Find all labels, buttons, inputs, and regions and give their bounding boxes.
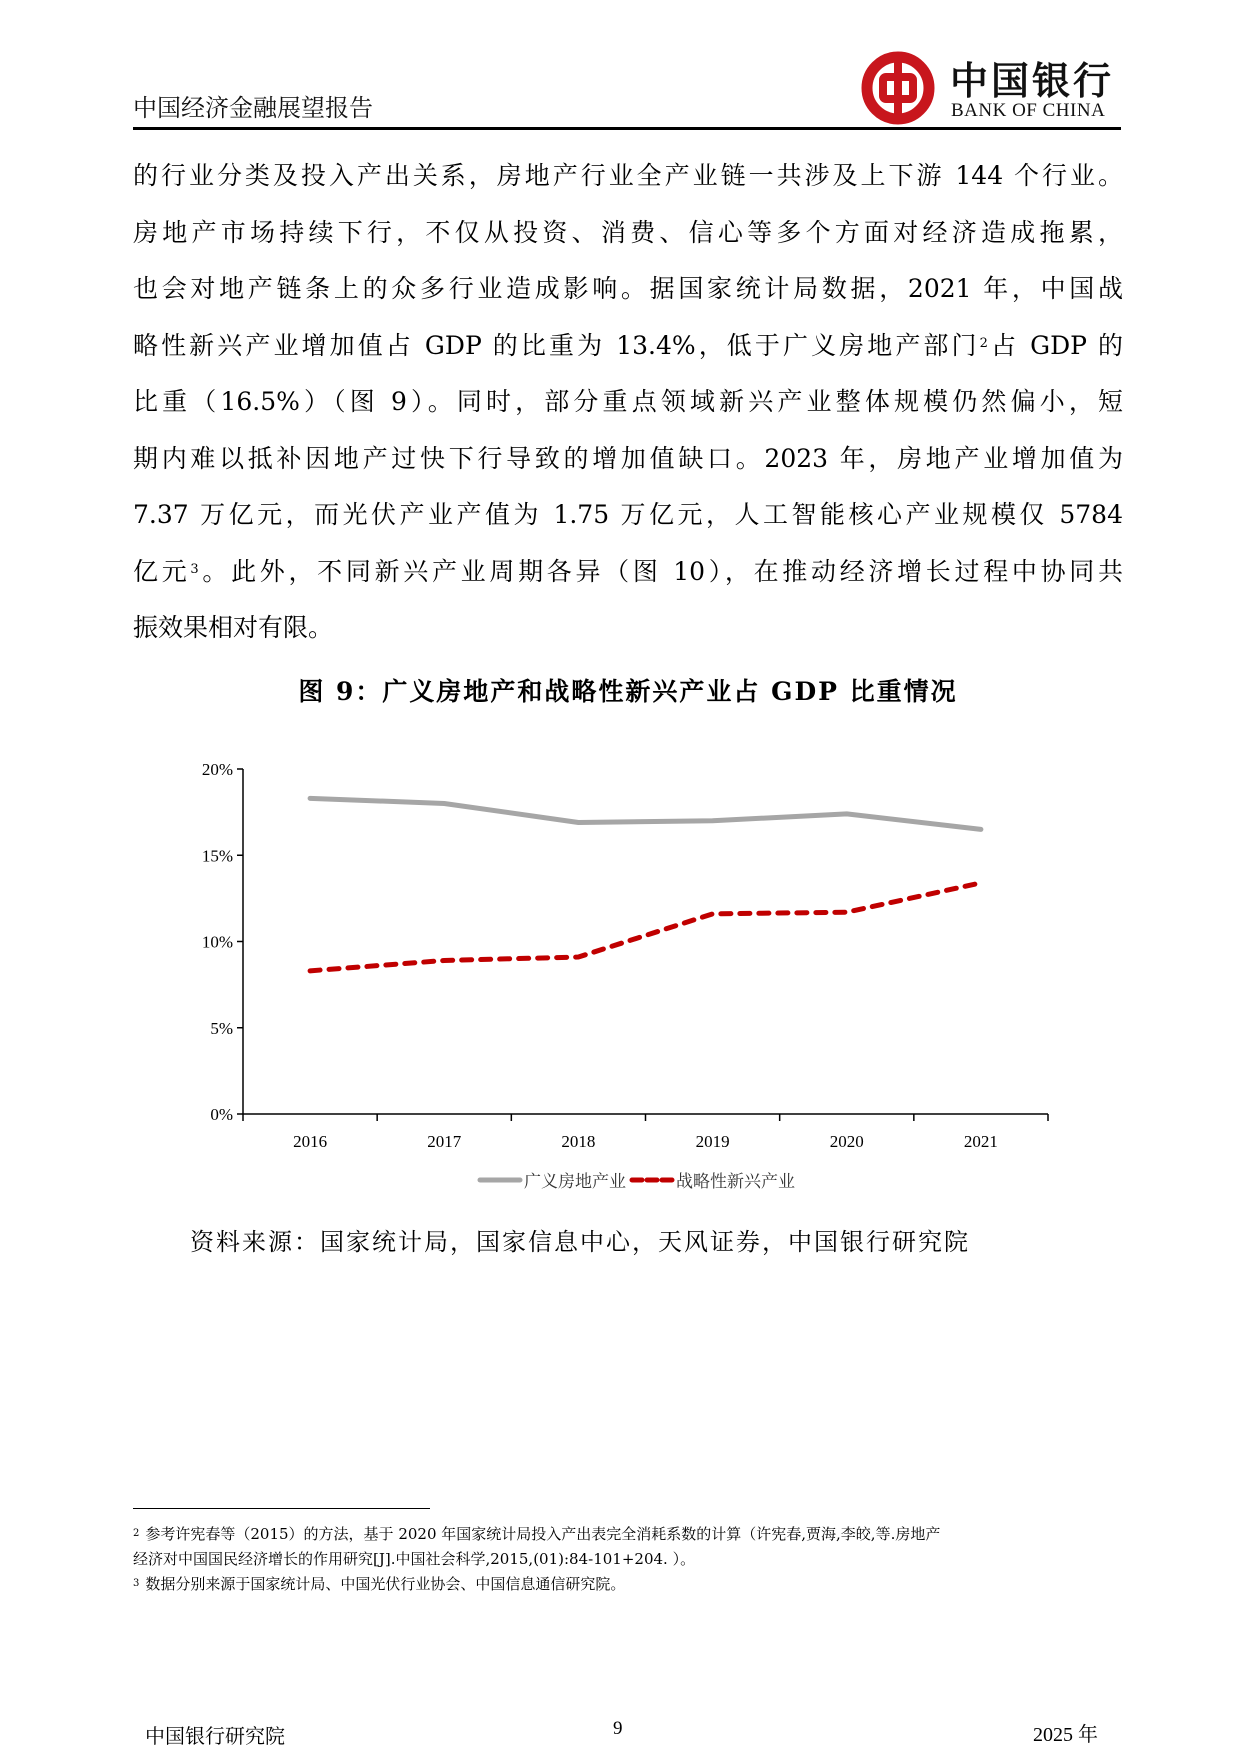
x-tick-label: 2019 xyxy=(695,1132,730,1151)
x-tick-label: 2017 xyxy=(427,1132,462,1151)
report-title: 中国经济金融展望报告 xyxy=(133,94,373,122)
body-line: 也会对地产链条上的众多行业造成影响。据国家统计局数据，2021 年，中国战 xyxy=(133,274,1123,303)
body-line-text: 占 GDP 的 xyxy=(987,330,1123,360)
body-line: 7.37 万亿元，而光伏产业产值为 1.75 万亿元，人工智能核心产业规模仅 5784 xyxy=(133,500,1123,529)
footnote-2-line-1 xyxy=(133,1522,1123,1547)
line-chart xyxy=(180,740,1080,1200)
legend-label: 广义房地产业 xyxy=(524,1172,626,1192)
body-line-text: 亿元 xyxy=(133,556,191,586)
footnote-text: 数据分别来源于国家统计局、中国光伏行业协会、中国信息通信研究院。 xyxy=(145,1575,626,1593)
body-line xyxy=(133,318,1123,375)
page-number: 9 xyxy=(613,1718,623,1739)
x-tick-label: 2018 xyxy=(561,1132,596,1151)
footnote-divider xyxy=(133,1508,430,1509)
legend-label: 战略性新兴产业 xyxy=(676,1172,795,1192)
x-tick-label: 2020 xyxy=(829,1132,864,1151)
footnote-text: 参考许宪春等（2015）的方法，基于 2020 年国家统计局投入产出表完全消耗系数的计算（许宪春,贾海,李皎,等.房地产 xyxy=(145,1525,941,1543)
body-line: 比重（16.5%）（图 9）。同时，部分重点领域新兴产业整体规模仍然偏小，短 xyxy=(133,387,1123,416)
series-line xyxy=(310,798,981,829)
x-tick-label: 2021 xyxy=(963,1132,998,1151)
y-tick-label: 15% xyxy=(201,846,233,866)
y-tick-label: 20% xyxy=(201,760,233,779)
body-line: 房地产市场持续下行，不仅从投资、消费、信心等多个方面对经济造成拖累， xyxy=(133,217,1123,247)
footnote-ref-3[interactable]: 3 xyxy=(190,561,199,577)
footnotes xyxy=(133,1522,1123,1597)
bank-of-china-logo-icon xyxy=(860,50,936,126)
footer-org: 中国银行研究院 xyxy=(145,1724,285,1748)
figure-source: 资料来源：国家统计局，国家信息中心，天风证券，中国银行研究院 xyxy=(190,1228,970,1256)
y-tick-label: 0% xyxy=(210,1105,233,1124)
figure-title: 图 9：广义房地产和战略性新兴产业占 GDP 比重情况 xyxy=(298,677,958,706)
chart-canvas xyxy=(180,740,1080,1200)
footnote-mark: 3 xyxy=(133,1578,140,1589)
body-line: 期内难以抵补因地产过快下行导致的增加值缺口。2023 年，房地产业增加值为 xyxy=(133,443,1123,473)
logo-name-cn: 中国银行 xyxy=(950,58,1115,103)
footnote-3 xyxy=(133,1572,1123,1597)
x-tick-label: 2016 xyxy=(293,1132,328,1151)
logo-name-en: BANK OF CHINA xyxy=(951,100,1106,121)
y-tick-label: 10% xyxy=(201,932,233,952)
body-line: 的行业分类及投入产出关系，房地产行业全产业链一共涉及上下游 144 个行业。 xyxy=(133,161,1123,190)
footer-year: 2025 年 xyxy=(1033,1724,1098,1746)
footnote-text: 经济对中国国民经济增长的作用研究[J].中国社会科学,2015,(01):84-101+204. ）。 xyxy=(133,1550,696,1568)
footnote-2-line-2 xyxy=(133,1547,1123,1572)
footnote-ref-2[interactable]: 2 xyxy=(979,335,988,351)
body-line xyxy=(133,544,1123,601)
body-line: 振效果相对有限。 xyxy=(133,613,334,642)
header-divider xyxy=(133,127,1121,130)
footnote-mark: 2 xyxy=(133,1528,140,1539)
series-line xyxy=(310,883,981,971)
body-line-text: 。此外，不同新兴产业周期各异（图 10），在推动经济增长过程中协同共 xyxy=(198,556,1123,586)
body-paragraph xyxy=(133,148,1123,657)
body-line-text: 略性新兴产业增加值占 GDP 的比重为 13.4%，低于广义房地产部门 xyxy=(133,330,980,360)
y-tick-label: 5% xyxy=(210,1018,233,1038)
